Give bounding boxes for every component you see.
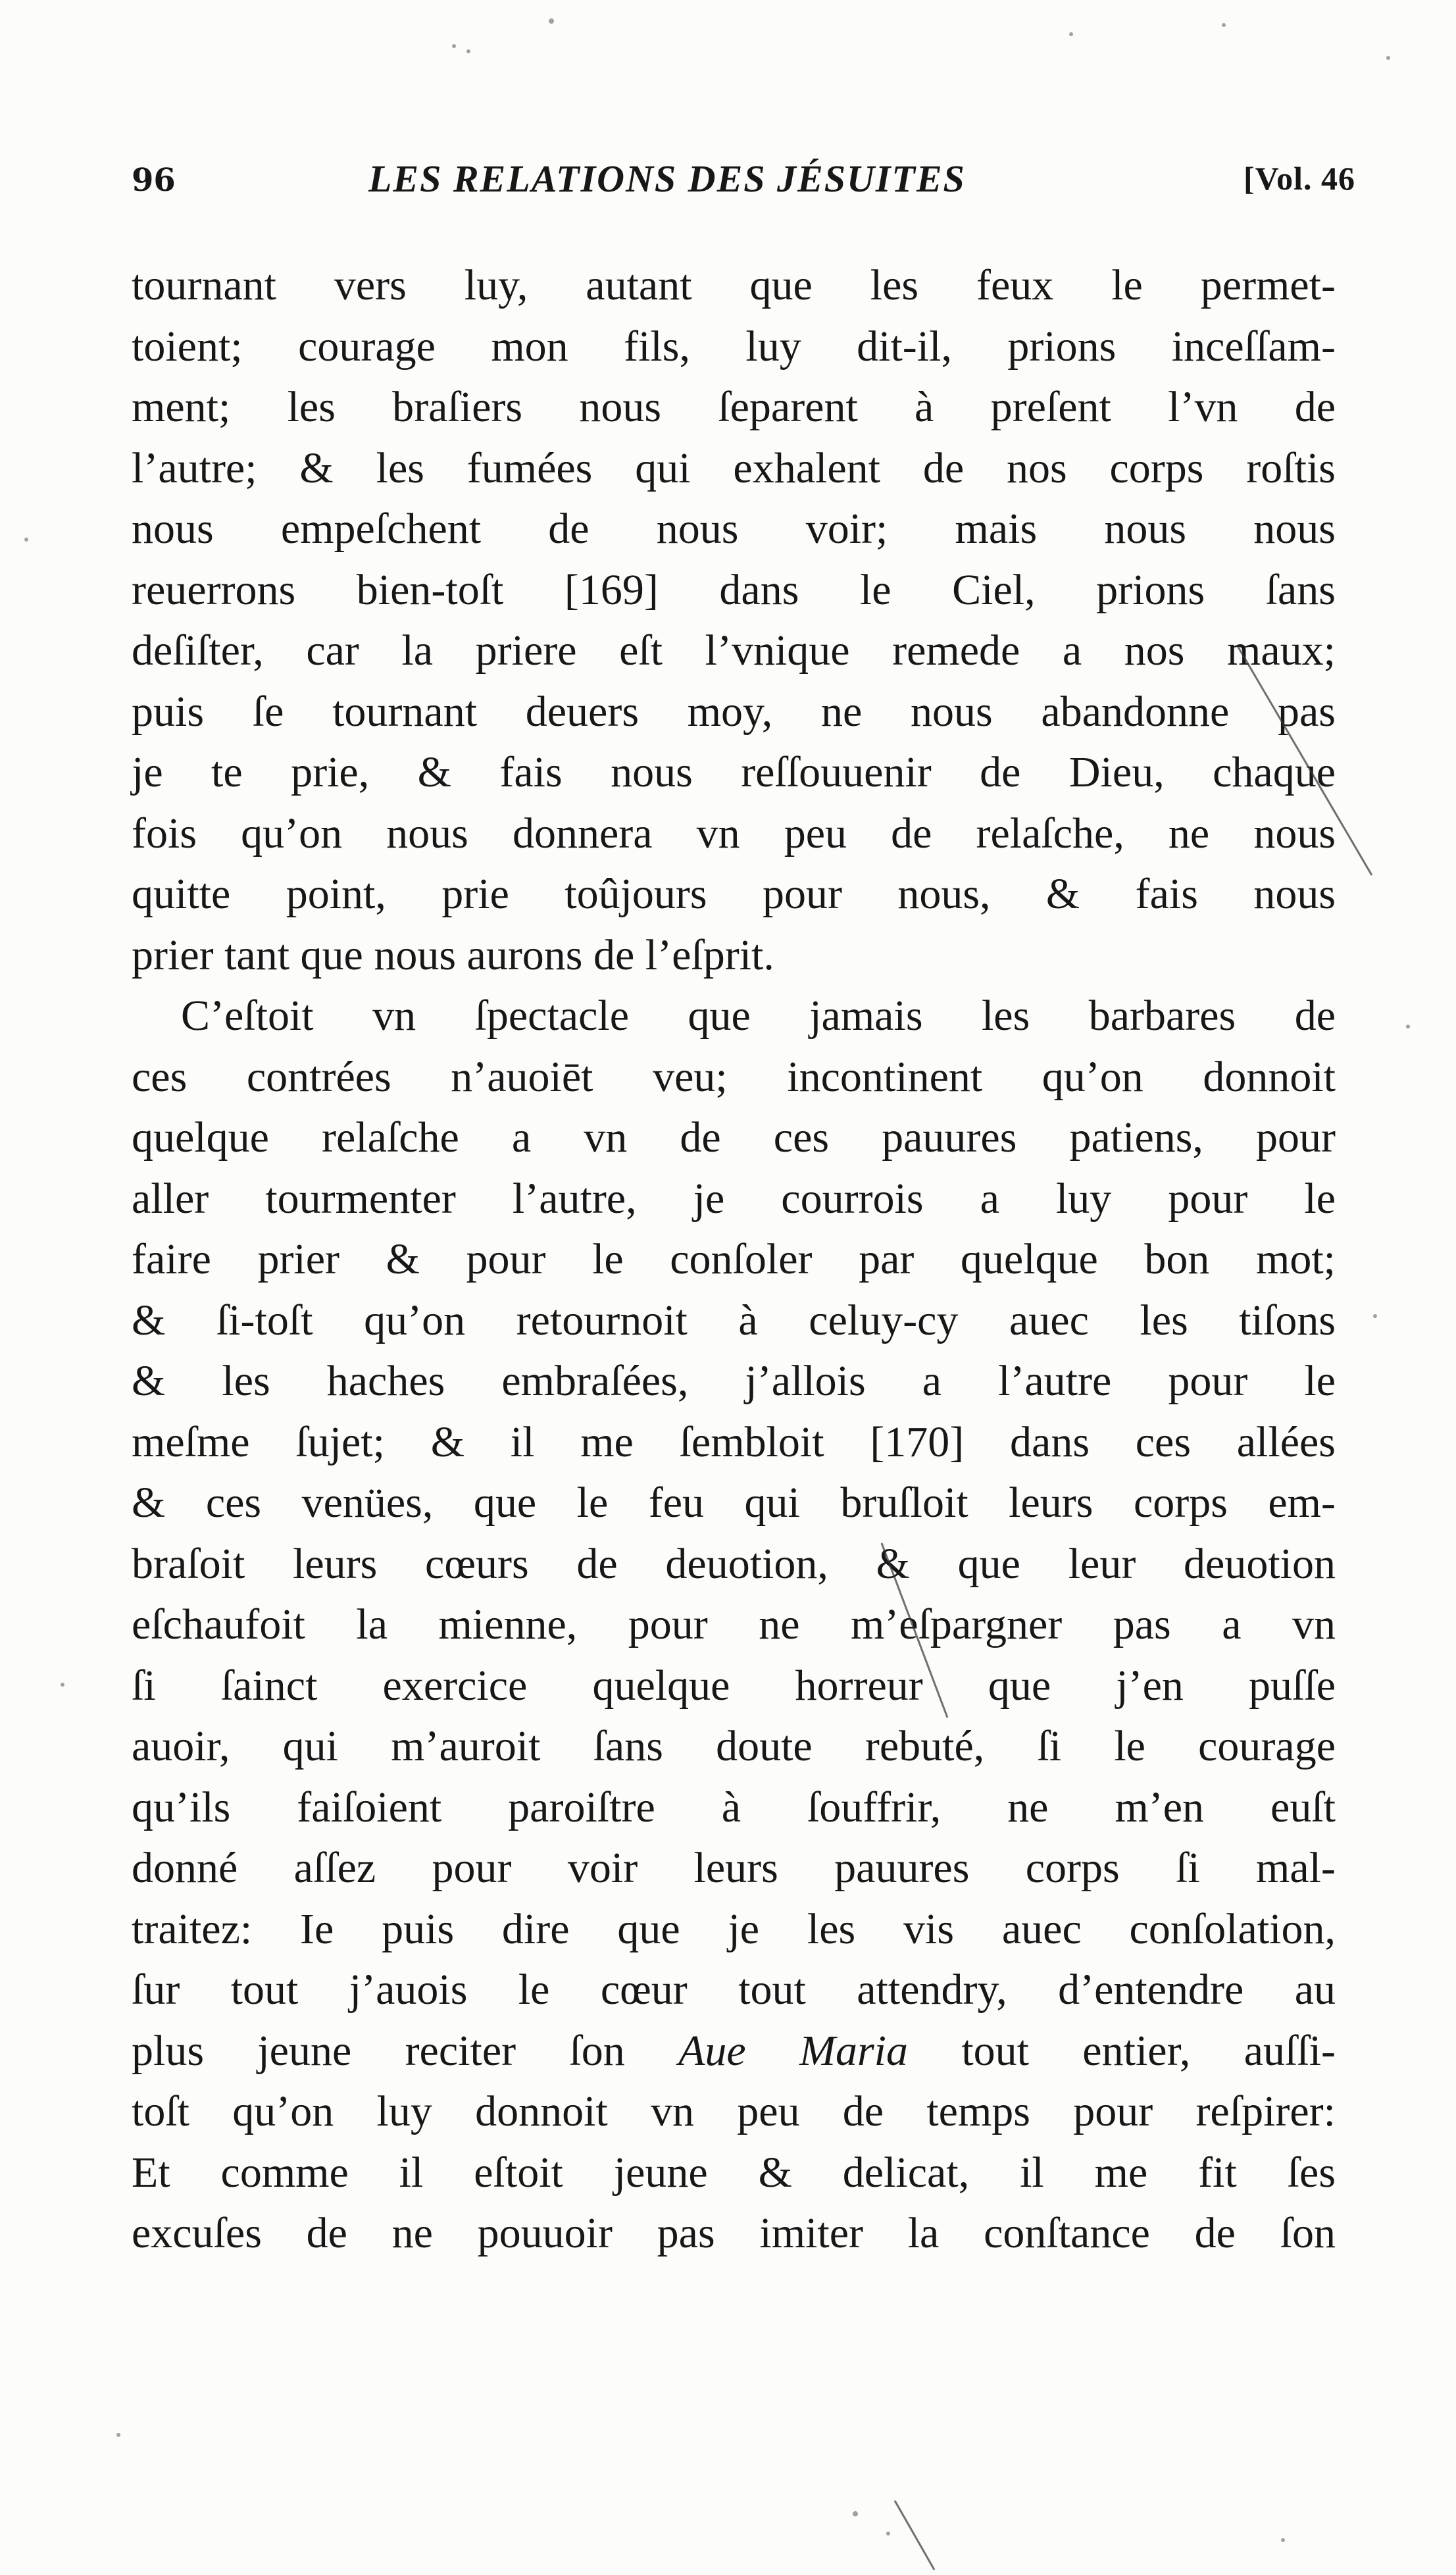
text-line: & les haches embraſées, j’allois a l’autre pour le [132, 1357, 1336, 1405]
text-line: ces contrées n’auoiēt veu; incontinent qu’on donnoit [132, 1052, 1336, 1101]
text-line: Et comme il eſtoit jeune & delicat, il me fit ſes [132, 2148, 1336, 2197]
text-line: quelque relaſche a vn de ces pauures patiens, pour [132, 1113, 1336, 1161]
text-line: quitte point, prie toûjours pour nous, & fais nous [132, 870, 1336, 918]
text-line: je te prie, & fais nous reſſouuenir de Dieu, chaque [132, 748, 1336, 796]
text-line: toient; courage mon fils, luy dit-il, prions inceſſam- [132, 322, 1336, 370]
text-line: tournant vers luy, autant que les feux le permet- [132, 261, 1336, 309]
text-line: prier tant que nous aurons de l’eſprit. [132, 931, 774, 979]
text-line: aller tourmenter l’autre, je courrois a luy pour le [132, 1174, 1336, 1223]
text-line: ment; les braſiers nous ſeparent à preſent l’vn de [132, 383, 1336, 431]
text-line: ſur tout j’auois le cœur tout attendry, d’entendre au [132, 1966, 1336, 2014]
text-line: & ſi-toſt qu’on retournoit à celuy-cy auec les tiſons [132, 1296, 1336, 1344]
text-line-with-italic [132, 2021, 1336, 2082]
text-line: toſt qu’on luy donnoit vn peu de temps pour reſpirer: [132, 2087, 1336, 2135]
volume-label: [Vol. 46 [1243, 160, 1355, 197]
text-line: qu’ils faiſoient paroiſtre à ſouffrir, ne m’en euſt [132, 1783, 1336, 1831]
text-line: fois qu’on nous donnera vn peu de relaſche, ne nous [132, 809, 1336, 857]
body-text [132, 255, 1336, 2264]
text-line: braſoit leurs cœurs de deuotion, & que leur deuotion [132, 1539, 1336, 1588]
running-head [132, 150, 1355, 209]
italic-prayer-name: Aue Maria [678, 2026, 908, 2075]
text-line: faire prier & pour le conſoler par quelque bon mot; [132, 1235, 1336, 1283]
text-line: traitez: Ie puis dire que je les vis auec conſolation, [132, 1904, 1336, 1953]
text-line: puis ſe tournant deuers moy, ne nous abandonne pas [132, 687, 1336, 736]
text-line: meſme ſujet; & il me ſembloit [170] dans ces allées [132, 1417, 1336, 1466]
text-line: & ces venües, que le feu qui bruſloit leurs corps em- [132, 1479, 1336, 1527]
text-line: reuerrons bien-toſt [169] dans le Ciel, prions ſans [132, 565, 1336, 614]
text-line: ſi ſainct exercice quelque horreur que j’en puſſe [132, 1661, 1336, 1710]
text-line: eſchaufoit la mienne, pour ne m’eſpargner pas a vn [132, 1600, 1336, 1648]
text-line: auoir, qui m’auroit ſans doute rebuté, ſi le courage [132, 1722, 1336, 1770]
page-number: 96 [132, 162, 176, 199]
text-line: C’eſtoit vn ſpectacle que jamais les barbares de [181, 992, 1336, 1040]
text-line: nous empeſchent de nous voir; mais nous nous [132, 505, 1336, 553]
text-segment: tout entier, auſſi- [908, 2026, 1336, 2075]
text-line: donné aſſez pour voir leurs pauures corps ſi mal- [132, 1844, 1336, 1892]
text-line: deſiſter, car la priere eſt l’vnique remede a nos maux; [132, 626, 1336, 675]
text-line: l’autre; & les fumées qui exhalent de nos corps roſtis [132, 444, 1336, 492]
running-title: LES RELATIONS DES JÉSUITES [368, 157, 966, 200]
text-line: excuſes de ne pouuoir pas imiter la conſtance de ſon [132, 2209, 1336, 2257]
text-segment: plus jeune reciter ſon [132, 2026, 679, 2075]
